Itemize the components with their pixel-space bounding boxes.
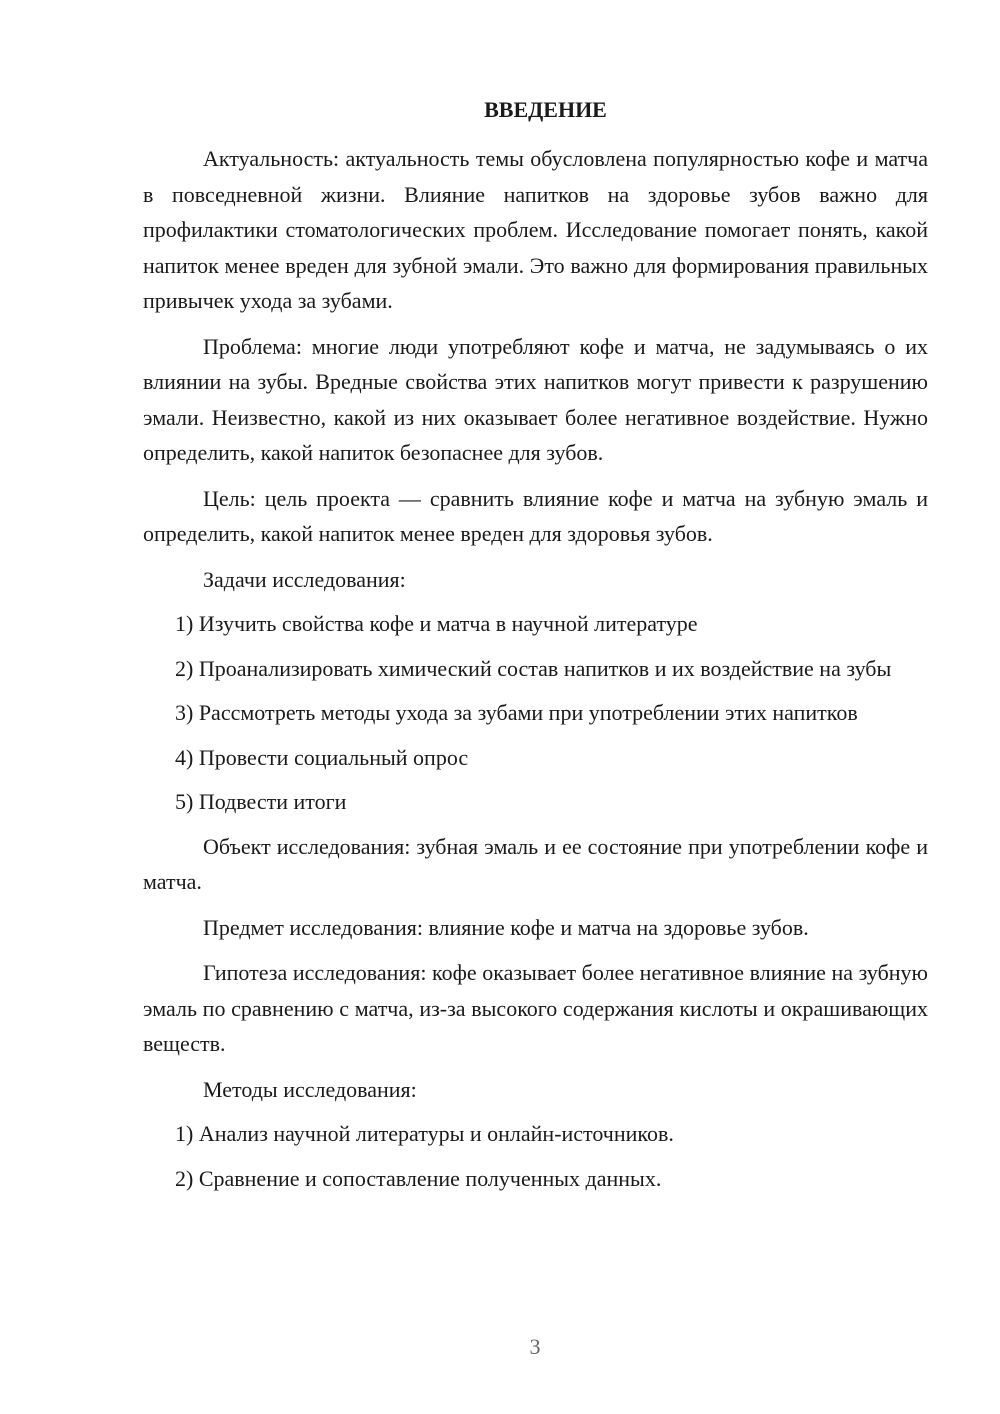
goal-paragraph: Цель: цель проекта — сравнить влияние кофе и матча на зубную эмаль и определить, какой напиток менее вреден для здоровья зубов. xyxy=(143,485,928,546)
list-item: 1) Анализ научной литературы и онлайн-источников. xyxy=(175,1121,674,1146)
methods-list xyxy=(143,1116,928,1196)
list-item: 4) Провести социальный опрос xyxy=(175,744,469,770)
object-paragraph: Объект исследования: зубная эмаль и ее состояние при употреблении кофе и матча. xyxy=(143,833,928,894)
tasks-list xyxy=(143,606,928,820)
list-item: 2) Сравнение и сопоставление полученных данных. xyxy=(175,1165,662,1191)
section-heading: ВВЕДЕНИЕ xyxy=(484,97,607,122)
list-item: 3) Рассмотреть методы ухода за зубами при употреблении этих напитков xyxy=(175,700,858,725)
list-item: 5) Подвести итоги xyxy=(175,789,347,814)
page-content xyxy=(143,95,928,1196)
list-item: 1) Изучить свойства кофе и матча в научной литературе xyxy=(175,611,698,636)
subject-paragraph: Предмет исследования: влияние кофе и матча на здоровье зубов. xyxy=(203,914,809,940)
page-number: 3 xyxy=(529,1334,541,1359)
problem-paragraph: Проблема: многие люди употребляют кофе и матча, не задумываясь о их влиянии на зубы. Вредные свойства этих напитков могут привести к разрушению эмали. Неизвестно, какой из них оказывает более негативное воздействие. Нужно определить, какой напиток безопаснее для зубов. xyxy=(143,333,928,465)
tasks-title: Задачи исследования: xyxy=(203,566,406,592)
list-item: 2) Проанализировать химический состав напитков и их воздействие на зубы xyxy=(175,655,892,681)
methods-title: Методы исследования: xyxy=(203,1076,417,1102)
hypothesis-paragraph: Гипотеза исследования: кофе оказывает более негативное влияние на зубную эмаль по сравнению с матча, из-за высокого содержания кислоты и окрашивающих веществ. xyxy=(143,960,928,1056)
relevance-paragraph: Актуальность: актуальность темы обусловлена популярностью кофе и матча в повседневной жизни. Влияние напитков на здоровье зубов важно для профилактики стоматологических проблем. Исследование помогает понять, какой напиток менее вреден для зубной эмали. Это важно для формирования правильных привычек ухода за зубами. xyxy=(143,146,928,313)
